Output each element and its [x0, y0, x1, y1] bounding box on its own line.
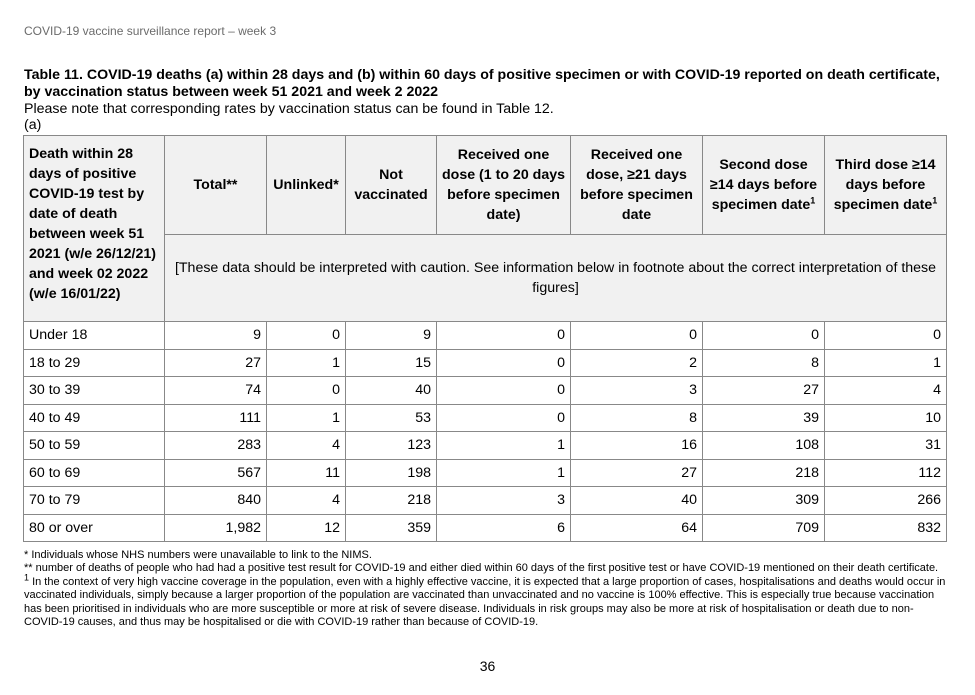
table-cell: 40 [346, 377, 437, 405]
table-cell: 0 [437, 404, 571, 432]
table-cell: 64 [571, 514, 703, 542]
table-cell: 6 [437, 514, 571, 542]
table-row [24, 514, 947, 542]
table-cell: 1 [437, 459, 571, 487]
table-cell: 0 [437, 377, 571, 405]
table-cell: 8 [571, 404, 703, 432]
table-cell: 359 [346, 514, 437, 542]
table-row [24, 377, 947, 405]
table-cell: 3 [437, 487, 571, 515]
table-cell: 11 [267, 459, 346, 487]
table-cell: 0 [703, 322, 825, 350]
table-cell: 10 [825, 404, 947, 432]
table-cell: 9 [346, 322, 437, 350]
table-cell: 266 [825, 487, 947, 515]
table-sub-label: (a) [24, 117, 42, 133]
table-row [24, 349, 947, 377]
table-cell: 2 [571, 349, 703, 377]
caution-note: [These data should be interpreted with caution. See information below in footnote about the correct interpretation of these figures] [165, 235, 947, 322]
table-cell: 0 [437, 322, 571, 350]
table-cell: 218 [703, 459, 825, 487]
table-title: Table 11. COVID-19 deaths (a) within 28 days and (b) within 60 days of positive specimen or with COVID-19 reported on death certificate, by vaccination status between week 51 2021 and week 2 2022 [24, 67, 940, 100]
table-cell: 283 [165, 432, 267, 460]
deaths-table [23, 135, 947, 542]
column-header: Not vaccinated [346, 136, 437, 235]
column-header: Total** [165, 136, 267, 235]
row-label: 70 to 79 [24, 487, 165, 515]
footnote: ** number of deaths of people who had had a positive test result for COVID-19 and either died within 60 days of the first positive test or have COVID-19 mentioned on their death certificate. [24, 562, 939, 575]
column-header: Received one dose (1 to 20 days before specimen date) [437, 136, 571, 235]
column-header: Third dose ≥14 days before specimen date$^1$ [825, 136, 947, 235]
table-cell: 40 [571, 487, 703, 515]
table-cell: 9 [165, 322, 267, 350]
table-cell: 1 [267, 404, 346, 432]
table-cell: 0 [267, 322, 346, 350]
row-label: 18 to 29 [24, 349, 165, 377]
column-header: Second dose ≥14 days before specimen date$^1$ [703, 136, 825, 235]
table-cell: 112 [825, 459, 947, 487]
table-row [24, 322, 947, 350]
table-cell: 567 [165, 459, 267, 487]
table-row [24, 432, 947, 460]
table-cell: 108 [703, 432, 825, 460]
table-cell: 0 [437, 349, 571, 377]
column-header: Unlinked* [267, 136, 346, 235]
page-number: 36 [479, 658, 496, 674]
table-cell: 1 [825, 349, 947, 377]
table-cell: 31 [825, 432, 947, 460]
footnote-marker: 1 [932, 195, 938, 206]
footnotes [24, 549, 949, 629]
table-cell: 218 [346, 487, 437, 515]
table-cell: 53 [346, 404, 437, 432]
table-cell: 1 [437, 432, 571, 460]
table-body [24, 322, 947, 542]
row-label: 40 to 49 [24, 404, 165, 432]
table-cell: 4 [267, 432, 346, 460]
table-cell: 12 [267, 514, 346, 542]
table-cell: 709 [703, 514, 825, 542]
table-cell: 4 [267, 487, 346, 515]
table-cell: 309 [703, 487, 825, 515]
table-cell: 840 [165, 487, 267, 515]
table-cell: 16 [571, 432, 703, 460]
row-header-cell: Death within 28 days of positive COVID-19 test by date of death between week 51 2021 (w/e 26/12/21) and week 02 2022 (w/e 16/01/22) [24, 136, 165, 322]
table-cell: 832 [825, 514, 947, 542]
footnote: $^1$ In the context of very high vaccine coverage in the population, even with a highly effective vaccine, it is expected that a large proportion of cases, hospitalisations and deaths would occur in vaccinated individuals, simply because a larger proportion of the population are vaccinated than unvaccinated and no vaccine is 100% effective. This is especially true because vaccination has been prioritised in individuals who are more susceptible or more at risk of severe disease. Individuals in risk groups may also be more at risk of hospitalisation or death due to non-COVID-19 causes, and thus may be hospitalised or die with COVID-19 rather than because of COVID-19. [24, 572, 946, 629]
table-cell: 1,982 [165, 514, 267, 542]
table-caption [24, 67, 954, 133]
running-header: COVID-19 vaccine surveillance report – week 3 [24, 24, 277, 38]
table-cell: 0 [571, 322, 703, 350]
table-cell: 1 [267, 349, 346, 377]
table-cell: 74 [165, 377, 267, 405]
table-cell: 198 [346, 459, 437, 487]
row-label: Under 18 [24, 322, 165, 350]
table-cell: 123 [346, 432, 437, 460]
table-cell: 111 [165, 404, 267, 432]
table-cell: 27 [703, 377, 825, 405]
table-cell: 3 [571, 377, 703, 405]
column-header: Received one dose, ≥21 days before specimen date [571, 136, 703, 235]
row-label: 50 to 59 [24, 432, 165, 460]
table-cell: 0 [267, 377, 346, 405]
table-cell: 4 [825, 377, 947, 405]
row-label: 80 or over [24, 514, 165, 542]
table-cell: 27 [571, 459, 703, 487]
table-note: Please note that corresponding rates by vaccination status can be found in Table 12. [24, 101, 554, 117]
row-label: 30 to 39 [24, 377, 165, 405]
table-cell: 15 [346, 349, 437, 377]
table-cell: 8 [703, 349, 825, 377]
row-label: 60 to 69 [24, 459, 165, 487]
table-cell: 0 [825, 322, 947, 350]
footnote-marker: 1 [24, 572, 30, 583]
table-cell: 39 [703, 404, 825, 432]
table-row [24, 459, 947, 487]
footnote: * Individuals whose NHS numbers were unavailable to link to the NIMS. [24, 549, 372, 561]
footnote-marker: 1 [810, 195, 816, 206]
table-row [24, 404, 947, 432]
table-cell: 27 [165, 349, 267, 377]
table-row [24, 487, 947, 515]
